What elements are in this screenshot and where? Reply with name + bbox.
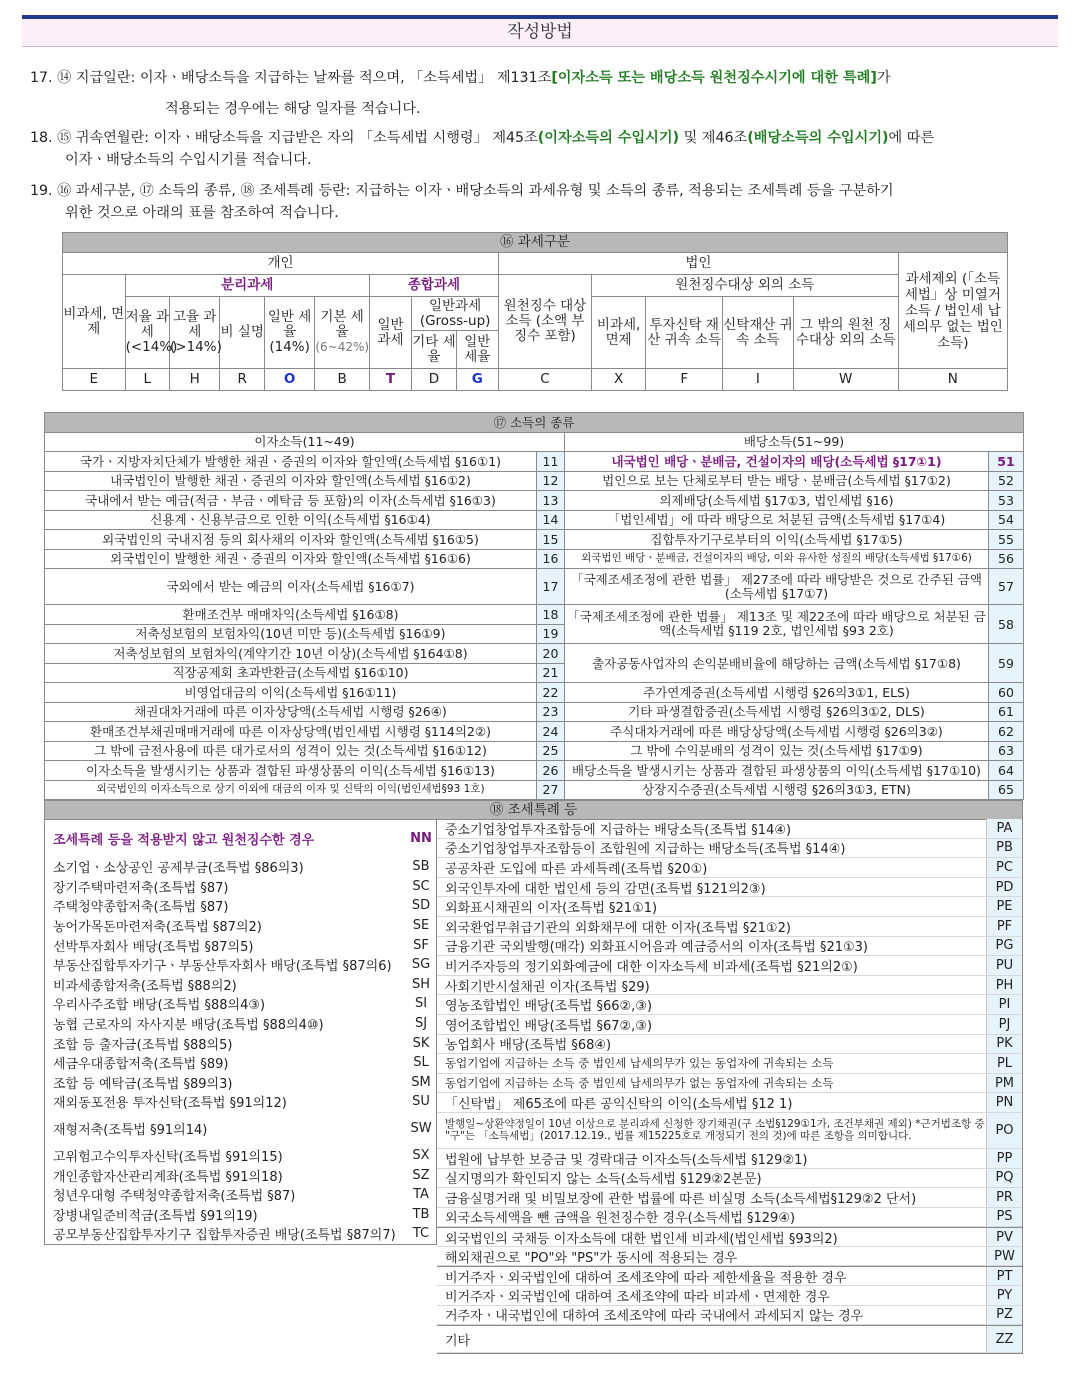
income-row [45, 644, 1024, 664]
code-cell: N [898, 369, 1007, 391]
special-item: 외국법인의 국채등 이자소득에 대한 법인세 비과세(법인세법 §93의2) [445, 1231, 838, 1247]
special-code: TB [412, 1206, 430, 1222]
special-code: PD [986, 878, 1022, 897]
income-type-table [44, 412, 1024, 800]
dividend-code: 51 [989, 452, 1024, 472]
special-code: PY [986, 1286, 1022, 1305]
interest-code: 15 [537, 530, 565, 550]
special-row [437, 1074, 1022, 1094]
interest-code: 17 [537, 569, 565, 605]
interest-item: 외국법인의 국내지점 등의 회사채의 이자와 할인액(소득세법 §16①5) [45, 530, 537, 550]
special-code: PV [986, 1228, 1022, 1246]
special-item: 장병내일준비적금(조특법 §91의19) [53, 1208, 258, 1224]
special-row [437, 1093, 1022, 1113]
special-row [437, 1188, 1022, 1208]
interest-code: 26 [537, 761, 565, 781]
special-item: 발행일~상환약정일이 10년 이상으로 분리과세 신청한 장기채권(구 소법§129①1가, 조건부채권 제외) *근거법조항 중 "구"는 「소득세법」(2017.12.19., 법률 제15225호로 개정되기 전의 것)에 따른 조항을 의미합니다. [445, 1118, 985, 1143]
dividend-code: 59 [989, 644, 1024, 683]
special-code: PQ [986, 1169, 1022, 1188]
item-18-highlight-b: (배당소득의 수입시기) [747, 130, 889, 146]
special-item: 중소기업창업투자조합등이 조합원에 지급하는 배당소득(조특법 §14④) [445, 842, 846, 858]
special-code: PT [986, 1267, 1022, 1285]
individual-header: 개인 [63, 253, 499, 275]
code-cell: O [264, 369, 314, 391]
special-code: SG [411, 957, 431, 973]
special-row [437, 1149, 1022, 1169]
code-cell: B [315, 369, 370, 391]
special-item: 비거주자등의 정기외화예금에 대한 이자소득세 비과세(조특법 §21의2①) [445, 959, 858, 975]
corp-nontax-col: 비과세, 면제 [591, 297, 646, 369]
special-row [437, 1208, 1022, 1228]
interest-item: 저축성보험의 보험차익(10년 미만 등)(소득세법 §16①9) [45, 624, 537, 644]
dividend-code: 55 [989, 530, 1024, 550]
non-real-name-col: 비 실명 [220, 297, 264, 369]
special-item: 우리사주조합 배당(조특법 §88의4③) [53, 998, 266, 1014]
investment-trust-col: 투자신탁 재산 귀속 소득 [646, 297, 723, 369]
item-18-tail: 에 따른 [888, 130, 935, 146]
income-row [45, 722, 1024, 742]
other-rate-col: 기타 세율 [412, 331, 456, 369]
special-item: 외국환업무취급기관의 외화채무에 대한 이자(조특법 §21①2) [445, 920, 791, 936]
special-code: SM [411, 1074, 431, 1090]
special-row [45, 1073, 436, 1093]
item-19-line2: 위한 것으로 아래의 표를 참조하여 적습니다. [65, 205, 339, 221]
code-cell: H [169, 369, 219, 391]
special-code: PM [986, 1074, 1022, 1093]
special-code: SC [412, 878, 430, 894]
withhold-header: 원천징수 대상소득 (소액 부징수 포함) [499, 275, 592, 369]
code-cell: F [646, 369, 723, 391]
low-rate-col: 저율 과세 (<14%) [125, 297, 169, 369]
interest-item: 그 밖에 금전사용에 따른 대가로서의 성격이 있는 것(소득세법 §16①12) [45, 741, 537, 761]
special-row [45, 1165, 436, 1185]
special-item: 선박투자회사 배당(조특법 §87의5) [53, 939, 254, 955]
interest-item: 내국법인이 발행한 채권ㆍ증권의 이자와 할인액(소득세법 §16①2) [45, 471, 537, 491]
special-code: SK [412, 1035, 430, 1051]
dividend-item: 주가연계증권(소득세법 시행령 §26의3①1, ELS) [565, 683, 989, 703]
dividend-item: 「국제조세조정에 관한 법률」 제27조에 따라 배당받은 것으로 간주된 금액(소득세법 §17①7) [565, 569, 989, 605]
special-row [45, 1112, 436, 1146]
high-rate-col: 고율 과세 (>14%) [169, 297, 219, 369]
special-code: PO [986, 1113, 1022, 1148]
tax-special-left-list [44, 819, 437, 1245]
special-item: 장기주택마련저축(조특법 §87) [53, 880, 229, 896]
code-cell: E [63, 369, 126, 391]
special-code: SE [412, 918, 430, 934]
special-item: 부동산집합투자기구ㆍ부동산투자회사 배당(조특법 §87의6) [53, 959, 392, 975]
interest-code: 24 [537, 722, 565, 742]
special-code: TC [412, 1226, 430, 1242]
dividend-code: 61 [989, 702, 1024, 722]
special-row [437, 1227, 1022, 1247]
special-row [45, 955, 436, 975]
item-18-text-b: 및 제46조 [679, 130, 748, 146]
table18-title: ⑱ 조세특례 등 [44, 800, 1023, 820]
special-code: NN [410, 830, 432, 846]
special-code: PI [986, 995, 1022, 1014]
special-item: 영어조합법인 배당(조특법 §67②,③) [445, 1018, 653, 1034]
dividend-code: 60 [989, 683, 1024, 703]
interest-item: 환매조건부채권매매거래에 따른 이자상당액(법인세법 시행령 §114의2②) [45, 722, 537, 742]
special-item: 세금우대종합저축(조특법 §89) [53, 1057, 229, 1073]
special-item: 조세특례 등을 적용받지 않고 원천징수한 경우 [53, 832, 315, 848]
interest-header: 이자소득(11~49) [45, 432, 565, 452]
income-row [45, 452, 1024, 472]
special-code: SU [412, 1094, 430, 1110]
dividend-item: 기타 파생결합증권(소득세법 시행령 §26의3①2, DLS) [565, 702, 989, 722]
special-code: TA [413, 1187, 429, 1203]
interest-item: 외국법인이 발행한 채권ㆍ증권의 이자와 할인액(소득세법 §16①6) [45, 549, 537, 569]
separate-header: 분리과세 [125, 275, 369, 297]
interest-item: 국내에서 받는 예금(적금ㆍ부금ㆍ예탁금 등 포함)의 이자(소득세법 §16①3) [45, 491, 537, 511]
income-row [45, 605, 1024, 625]
special-item: 외화표시채권의 이자(조특법 §21①1) [445, 901, 658, 917]
special-row [437, 1286, 1022, 1306]
basic-rate-note: (6~42%) [315, 340, 370, 354]
special-code: PC [986, 858, 1022, 877]
dividend-item: 「국제조세조정에 관한 법률」 제13조 및 제22조에 따라 배당으로 처분된 금액(소득세법 §119 2호, 법인세법 §93 2호) [565, 605, 989, 644]
special-row [437, 1015, 1022, 1035]
special-row [437, 878, 1022, 898]
dividend-code: 57 [989, 569, 1024, 605]
special-row [45, 994, 436, 1014]
special-item: 조합 등 출자금(조특법 §88의5) [53, 1037, 233, 1053]
code-cell: G [456, 369, 498, 391]
special-code: PF [986, 917, 1022, 936]
income-row [45, 761, 1024, 781]
special-row [437, 858, 1022, 878]
special-row [45, 877, 436, 897]
item-17-text: 17. ⑭ 지급일란: 이자ㆍ배당소득을 지급하는 날짜를 적으며, 「소득세법」 제131조 [30, 70, 552, 86]
special-item: 개인종합자산관리계좌(조특법 §91의18) [53, 1169, 283, 1185]
special-item: 금융실명거래 및 비밀보장에 관한 법률에 따른 비실명 소득(소득세법§129②2 단서) [445, 1191, 917, 1207]
item-18-text-a: 18. ⑮ 귀속연월란: 이자ㆍ배당소득을 지급받은 자의 「소득세법 시행령」 제45조 [30, 130, 538, 146]
special-item: 외국인투자에 대한 법인세 등의 감면(조특법 §121의2③) [445, 881, 766, 897]
income-row [45, 471, 1024, 491]
interest-code: 20 [537, 644, 565, 664]
special-item: 고위험고수익투자신탁(조특법 §91의15) [53, 1150, 283, 1166]
special-code: PU [986, 956, 1022, 975]
code-cell: D [412, 369, 456, 391]
special-row [437, 897, 1022, 917]
item-17-line1 [30, 67, 891, 89]
code-cell: I [723, 369, 794, 391]
item-17-tail: 가 [876, 70, 891, 86]
special-row [437, 956, 1022, 976]
special-code: PW [986, 1247, 1022, 1266]
code-row [63, 369, 1008, 391]
dividend-code: 62 [989, 722, 1024, 742]
special-item: 농협 근로자의 자사지분 배당(조특법 §88의4⑩) [53, 1018, 324, 1034]
income-row [45, 741, 1024, 761]
interest-code: 11 [537, 452, 565, 472]
code-cell: L [125, 369, 169, 391]
tax-category-table [62, 232, 1008, 391]
dividend-item: 법인으로 보는 단체로부터 받는 배당ㆍ분배금(소득세법 §17①2) [565, 471, 989, 491]
dividend-item: 내국법인 배당ㆍ분배금, 건설이자의 배당(소득세법 §17①1) [565, 452, 989, 472]
corporate-header: 법인 [499, 253, 899, 275]
special-row [437, 1266, 1022, 1286]
special-code: PS [986, 1208, 1022, 1227]
special-item: 법원에 납부한 보증금 및 경락대금 이자소득(소득세법 §129②1) [445, 1152, 808, 1168]
special-item: 기타 [445, 1333, 471, 1349]
interest-item: 국가ㆍ지방자치단체가 발행한 채권ㆍ증권의 이자와 할인액(소득세법 §16①1) [45, 452, 537, 472]
interest-item: 비영업대금의 이익(소득세법 §16①11) [45, 683, 537, 703]
income-row [45, 491, 1024, 511]
special-row [45, 896, 436, 916]
income-row [45, 549, 1024, 569]
income-row [45, 780, 1024, 800]
special-item: 중소기업창업투자조합등에 지급하는 배당소득(조특법 §14④) [445, 822, 792, 838]
dividend-item: 그 밖에 수익분배의 성격이 있는 것(소득세법 §17①9) [565, 741, 989, 761]
special-row [437, 976, 1022, 996]
special-code: PR [986, 1188, 1022, 1207]
code-cell: X [591, 369, 646, 391]
general-tax-col: 일반 과세 [369, 297, 411, 369]
special-code: SB [412, 859, 430, 875]
special-row [45, 975, 436, 995]
dividend-code: 53 [989, 491, 1024, 511]
special-item: 영농조합법인 배당(조특법 §66②,③) [445, 999, 653, 1015]
special-row [437, 839, 1022, 859]
special-item: 거주자ㆍ내국법인에 대하여 조세조약에 따라 국내에서 과세되지 않는 경우 [445, 1309, 864, 1325]
table17-title: ⑰ 소득의 종류 [45, 413, 1024, 433]
code-cell: R [220, 369, 264, 391]
interest-code: 22 [537, 683, 565, 703]
item-18-line2: 이자ㆍ배당소득의 수입시기를 적습니다. [65, 152, 312, 168]
dividend-item: 상장지수증권(소득세법 시행령 §26의3①3, ETN) [565, 780, 989, 800]
interest-item: 외국법인의 이자소득으로 상기 이외에 대금의 이자 및 신탁의 이익(법인세법§93 1호) [45, 780, 537, 800]
dividend-code: 54 [989, 510, 1024, 530]
nontax-header: 비과세, 면제 [63, 275, 126, 369]
interest-code: 25 [537, 741, 565, 761]
special-code: SF [413, 937, 429, 953]
interest-code: 13 [537, 491, 565, 511]
special-code: PB [986, 839, 1022, 858]
special-item: 공모부동산집합투자기구 집합투자증권 배당(조특법 §87의7) [53, 1228, 396, 1244]
special-row [45, 1014, 436, 1034]
income-row [45, 702, 1024, 722]
special-item: 공공차관 도입에 따른 과세특례(조특법 §20①) [445, 861, 708, 877]
other-non-withhold-col: 그 밖의 원천 징수대상 외의 소득 [793, 297, 898, 369]
trust-property-col: 신탁재산 귀속 소득 [723, 297, 794, 369]
special-item: 주택청약종합저축(조특법 §87) [53, 900, 229, 916]
dividend-code: 52 [989, 471, 1024, 491]
item-17-highlight: [이자소득 또는 배당소득 원천징수시기에 대한 특례] [551, 70, 877, 86]
special-code: PE [986, 897, 1022, 916]
income-row [45, 510, 1024, 530]
special-row [45, 1205, 436, 1225]
special-row [437, 995, 1022, 1015]
special-row [437, 1113, 1022, 1149]
special-item: 동업기업에 지급하는 소득 중 법인세 납세의무가 있는 동업자에 귀속되는 소득 [445, 1056, 834, 1071]
special-row [437, 819, 1022, 839]
special-code: ZZ [986, 1326, 1022, 1352]
special-row [437, 937, 1022, 957]
dividend-code: 58 [989, 605, 1024, 644]
dividend-item: 출자공동사업자의 손익분배비율에 해당하는 금액(소득세법 §17①8) [565, 644, 989, 683]
item-19-line1: 19. ⑯ 과세구분, ⑰ 소득의 종류, ⑱ 조세특례 등란: 지급하는 이자ㆍ배당소득의 과세유형 및 소득의 종류, 적용되는 조세특례 등을 구분하기 [30, 183, 894, 199]
special-row [437, 1054, 1022, 1074]
special-item: 금융기관 국외발행(매각) 외화표시어음과 예금증서의 이자(조특법 §21①3) [445, 940, 868, 956]
special-code: PG [986, 937, 1022, 956]
general-rate-col-2: 일반 세율 [456, 331, 498, 369]
code-cell: W [793, 369, 898, 391]
interest-item: 신용계ㆍ신용부금으로 인한 이익(소득세법 §16①4) [45, 510, 537, 530]
dividend-item: 집합투자기구로부터의 이익(소득세법 §17①5) [565, 530, 989, 550]
special-item: 동업기업에 지급하는 소득 중 법인세 납세의무가 없는 동업자에 귀속되는 소득 [445, 1076, 834, 1091]
special-item: 비과세종합저축(조특법 §88의2) [53, 978, 237, 994]
special-code: PP [986, 1149, 1022, 1168]
table16-title: ⑯ 과세구분 [63, 233, 1008, 253]
special-code: PN [986, 1093, 1022, 1112]
income-row [45, 683, 1024, 703]
dividend-header: 배당소득(51~99) [565, 432, 1024, 452]
item-18-line1 [30, 127, 934, 149]
special-item: 비거주자ㆍ외국법인에 대하여 조세조약에 따라 비과세ㆍ면제한 경우 [445, 1289, 830, 1305]
special-row [45, 916, 436, 936]
dividend-code: 65 [989, 780, 1024, 800]
interest-item: 이자소득을 발생시키는 상품과 결합된 파생상품의 이익(소득세법 §16①13) [45, 761, 537, 781]
special-code: SZ [412, 1167, 430, 1183]
special-item: 「신탁법」 제65조에 따른 공익신탁의 이익(소득세법 §12 1) [445, 1097, 793, 1113]
special-code: PK [986, 1035, 1022, 1054]
special-item: 재형저축(조특법 §91의14) [53, 1123, 208, 1139]
special-row [45, 1224, 436, 1244]
special-row [437, 1169, 1022, 1189]
special-row [437, 1325, 1022, 1353]
special-row [437, 1247, 1022, 1267]
special-item: 사회기반시설채권 이자(조특법 §29) [445, 979, 650, 995]
special-row [437, 1306, 1022, 1326]
special-item: 농업회사 배당(조특법 §68④) [445, 1038, 612, 1054]
special-row [45, 1146, 436, 1166]
special-code: SX [412, 1148, 430, 1164]
interest-code: 14 [537, 510, 565, 530]
gross-up-header: 일반과세 (Gross-up) [412, 297, 499, 331]
interest-item: 환매조건부 매매차익(소득세법 §16①8) [45, 605, 537, 625]
interest-code: 19 [537, 624, 565, 644]
dividend-code: 56 [989, 549, 1024, 569]
special-code: PL [986, 1054, 1022, 1073]
dividend-item: 의제배당(소득세법 §17①3, 법인세법 §16) [565, 491, 989, 511]
special-code: PJ [986, 1015, 1022, 1034]
dividend-item: 주식대차거래에 따른 배당상당액(소득세법 시행령 §26의3②) [565, 722, 989, 742]
interest-code: 16 [537, 549, 565, 569]
interest-item: 저축성보험의 보험차익(계약기간 10년 이상)(소득세법 §164①8) [45, 644, 537, 664]
dividend-item: 외국법인 배당ㆍ분배금, 건설이자의 배당, 이와 유사한 성질의 배당(소득세법 §17①6) [565, 549, 989, 569]
special-code: SJ [414, 1016, 428, 1032]
special-code: SI [414, 996, 428, 1012]
special-row [45, 1092, 436, 1112]
interest-code: 23 [537, 702, 565, 722]
income-row [45, 569, 1024, 605]
interest-code: 21 [537, 663, 565, 683]
special-row [45, 1185, 436, 1205]
exempt-out-header: 과세제외 (「소득세법」상 미열거 소득 / 법인세 납세의무 없는 법인 소득) [898, 253, 1007, 369]
tax-special-right-list [437, 819, 1023, 1354]
special-row [437, 1035, 1022, 1055]
special-item: 해외채권으로 "PO"와 "PS"가 동시에 적용되는 경우 [445, 1250, 738, 1266]
special-row [437, 917, 1022, 937]
special-code: PH [986, 976, 1022, 995]
basic-rate-label: 기본 세율 [320, 309, 364, 340]
dividend-code: 63 [989, 741, 1024, 761]
special-code: SD [411, 898, 431, 914]
special-row [45, 857, 436, 877]
basic-rate-col [315, 297, 370, 369]
dividend-code: 64 [989, 761, 1024, 781]
comprehensive-header: 종합과세 [369, 275, 498, 297]
special-item: 외국소득세액을 뺀 금액을 원천징수한 경우(소득세법 §129④) [445, 1211, 796, 1227]
special-item: 농어가목돈마련저축(조특법 §87의2) [53, 920, 262, 936]
code-cell: T [369, 369, 411, 391]
interest-code: 12 [537, 471, 565, 491]
special-item: 소기업ㆍ소상공인 공제부금(조특법 §86의3) [53, 861, 304, 877]
interest-code: 27 [537, 780, 565, 800]
interest-item: 직장공제회 초과반환금(소득세법 §16①10) [45, 663, 537, 683]
special-code: SL [413, 1055, 429, 1071]
item-18-highlight-a: (이자소득의 수입시기) [537, 130, 680, 146]
interest-item: 채권대차거래에 따른 이자상당액(소득세법 시행령 §26④) [45, 702, 537, 722]
special-code: PZ [986, 1306, 1022, 1325]
special-row [45, 935, 436, 955]
special-code: SW [410, 1121, 432, 1137]
dividend-item: 「법인세법」에 따라 배당으로 처분된 금액(소득세법 §17①4) [565, 510, 989, 530]
special-code: SH [411, 976, 431, 992]
income-row [45, 530, 1024, 550]
code-cell: C [499, 369, 592, 391]
special-row [45, 1033, 436, 1053]
dividend-item: 배당소득을 발생시키는 상품과 결합된 파생상품의 이익(소득세법 §17①10) [565, 761, 989, 781]
page-title: 작성방법 [22, 19, 1058, 47]
general-rate-col: 일반 세율 (14%) [264, 297, 314, 369]
special-row [45, 1053, 436, 1073]
special-item: 조합 등 예탁금(조특법 §89의3) [53, 1076, 233, 1092]
special-item: 재외동포전용 투자신탁(조특법 §91의12) [53, 1096, 287, 1112]
special-row-first [45, 819, 436, 857]
item-17-line2: 적용되는 경우에는 해당 일자를 적습니다. [165, 101, 421, 117]
interest-item: 국외에서 받는 예금의 이자(소득세법 §16①7) [45, 569, 537, 605]
special-item: 비거주자ㆍ외국법인에 대하여 조세조약에 따라 제한세율을 적용한 경우 [445, 1270, 847, 1286]
special-code: PA [986, 819, 1022, 838]
non-withhold-header: 원천징수대상 외의 소득 [591, 275, 898, 297]
interest-code: 18 [537, 605, 565, 625]
special-item: 청년우대형 주택청약종합저축(조특법 §87) [53, 1189, 296, 1205]
special-item: 실지명의가 확인되지 않는 소득(소득세법 §129②2본문) [445, 1172, 762, 1188]
